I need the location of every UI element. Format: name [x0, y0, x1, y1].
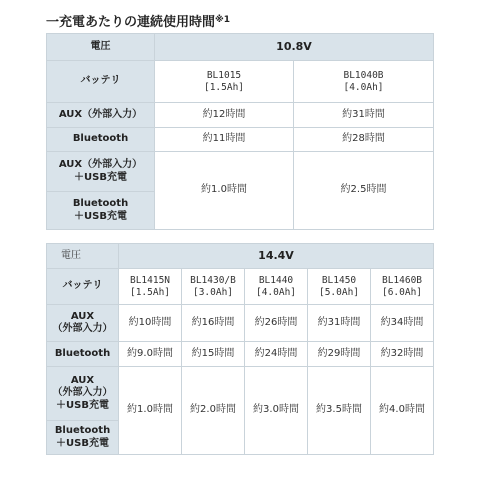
runtime-table-14-4v: [46, 243, 434, 455]
battery-cell: [182, 269, 245, 305]
bluetooth-label: Bluetooth: [47, 342, 119, 367]
aux-usb-label-line1: AUX（外部入力）: [58, 159, 143, 170]
battery-model: BL1015: [206, 69, 242, 81]
bluetooth-value: 約29時間: [308, 342, 371, 367]
battery-cell: [371, 269, 434, 305]
aux-usb-label-line1: AUX: [70, 374, 95, 386]
battery-capacity: [1.5Ah]: [203, 81, 245, 93]
voltage-label: 電圧: [47, 244, 119, 269]
aux-label-line2: （外部入力）: [52, 323, 113, 334]
page-title: [46, 11, 230, 30]
bluetooth-row: [47, 128, 434, 152]
battery-row: [47, 61, 434, 103]
aux-value: 約31時間: [294, 103, 434, 128]
battery-capacity: [4.0Ah]: [343, 81, 384, 93]
usb-value: 約2.5時間: [294, 152, 434, 230]
battery-capacity: [6.0Ah]: [381, 286, 423, 298]
usb-value: 約1.0時間: [119, 367, 182, 455]
voltage-row: [47, 34, 434, 61]
aux-row: [47, 305, 434, 342]
aux-label: [47, 305, 119, 342]
usb-value: 約1.0時間: [155, 152, 294, 230]
aux-value: 約12時間: [155, 103, 294, 128]
battery-capacity: [5.0Ah]: [318, 286, 360, 298]
battery-cell: [155, 61, 294, 103]
battery-model: BL1430/B: [190, 274, 236, 286]
bluetooth-value: 約11時間: [155, 128, 294, 152]
battery-cell: [294, 61, 434, 103]
title-note: ※1: [215, 15, 231, 25]
battery-label: バッテリ: [47, 61, 155, 103]
aux-value: 約16時間: [182, 305, 245, 342]
battery-label: バッテリ: [47, 269, 119, 305]
bluetooth-value: 約24時間: [245, 342, 308, 367]
usb-value: 約3.0時間: [245, 367, 308, 455]
aux-usb-label-line3: ＋USB充電: [56, 399, 109, 411]
aux-usb-row: [47, 152, 434, 192]
aux-usb-label-line2: ＋USB充電: [74, 171, 127, 183]
aux-usb-row: [47, 367, 434, 421]
aux-usb-label-line2: （外部入力）: [52, 387, 113, 399]
aux-usb-label: [47, 367, 119, 421]
bluetooth-usb-label: [47, 421, 119, 455]
bluetooth-usb-label-line2: ＋USB充電: [56, 437, 109, 449]
voltage-value: 10.8V: [155, 34, 434, 61]
aux-row: [47, 103, 434, 128]
battery-model: BL1450: [321, 274, 357, 286]
battery-cell: [308, 269, 371, 305]
bluetooth-value: 約32時間: [371, 342, 434, 367]
battery-cell: [245, 269, 308, 305]
bluetooth-label: Bluetooth: [47, 128, 155, 152]
bluetooth-value: 約28時間: [294, 128, 434, 152]
bluetooth-usb-label-line1: Bluetooth: [72, 198, 129, 209]
battery-model: BL1415N: [129, 274, 171, 286]
runtime-table-10-8v: [46, 33, 434, 230]
battery-model: BL1440: [258, 274, 294, 286]
bluetooth-usb-label-line1: Bluetooth: [54, 425, 111, 436]
aux-usb-label: [47, 152, 155, 192]
aux-value: 約26時間: [245, 305, 308, 342]
battery-capacity: [3.0Ah]: [192, 286, 234, 298]
aux-label-line1: AUX: [70, 310, 95, 322]
bluetooth-row: [47, 342, 434, 367]
aux-label: AUX（外部入力）: [47, 103, 155, 128]
battery-cell: [119, 269, 182, 305]
battery-model: BL1040B: [343, 69, 384, 81]
usb-value: 約4.0時間: [371, 367, 434, 455]
aux-value: 約31時間: [308, 305, 371, 342]
battery-row: [47, 269, 434, 305]
bluetooth-usb-label: [47, 192, 155, 230]
usb-value: 約2.0時間: [182, 367, 245, 455]
aux-value: 約34時間: [371, 305, 434, 342]
battery-model: BL1460B: [381, 274, 423, 286]
usb-value: 約3.5時間: [308, 367, 371, 455]
aux-value: 約10時間: [119, 305, 182, 342]
bluetooth-usb-label-line2: ＋USB充電: [74, 210, 127, 222]
voltage-row: [47, 244, 434, 269]
voltage-value: 14.4V: [119, 244, 434, 269]
voltage-label: 電圧: [47, 34, 155, 61]
battery-capacity: [1.5Ah]: [129, 286, 171, 298]
title-text: 一充電あたりの連続使用時間: [46, 15, 216, 30]
bluetooth-value: 約15時間: [182, 342, 245, 367]
battery-capacity: [4.0Ah]: [255, 286, 297, 298]
bluetooth-value: 約9.0時間: [119, 342, 182, 367]
